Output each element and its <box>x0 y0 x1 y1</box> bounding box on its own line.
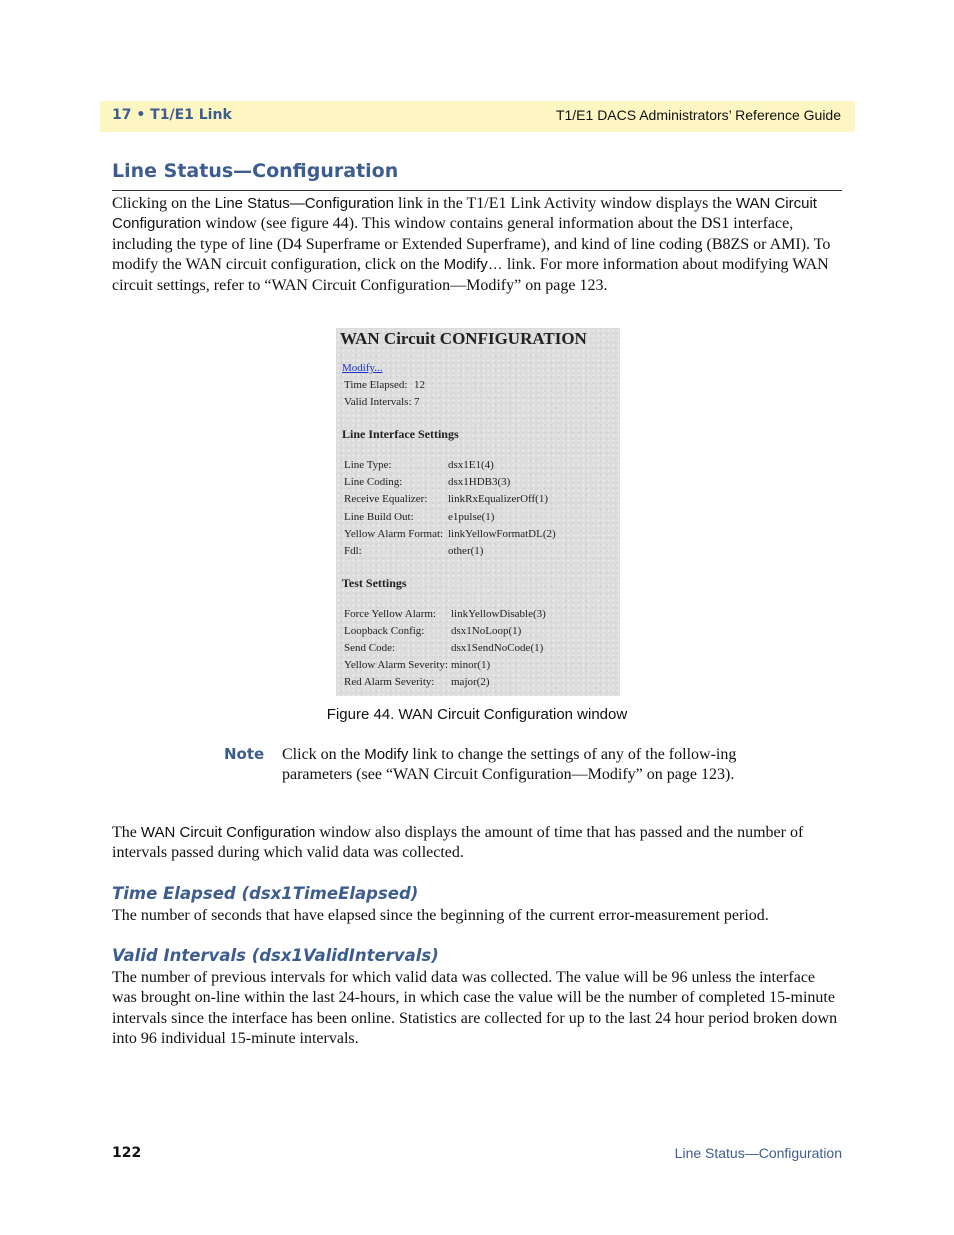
fdl-label: Fdl: <box>344 545 362 557</box>
intro-ui-link-name: Line Status—Configuration <box>214 195 394 212</box>
figure-caption: Figure 44. WAN Circuit Configuration window <box>326 706 628 723</box>
send-code-value: dsx1SendNoCode(1) <box>451 642 544 654</box>
section-rule <box>112 190 842 191</box>
time-elapsed-heading: Time Elapsed (dsx1TimeElapsed) <box>112 884 419 903</box>
note-text-1: Click on the <box>282 746 365 763</box>
figure-window-title: WAN Circuit CONFIGURATION <box>340 329 587 348</box>
valid-intervals-label: Valid Intervals: <box>344 396 412 408</box>
loopback-config-value: dsx1NoLoop(1) <box>451 625 522 637</box>
intro-text-4: link. For more information about modifying WAN circuit settings, refer to “WAN Circuit Configuration—Modify” on page 123. <box>112 256 829 294</box>
intro-text-1: Clicking on the <box>112 195 215 212</box>
valid-intervals-body: The number of previous intervals for which valid data was collected. The value will be 96 unless the interface was brought on-line within the last 24-hours, in which case the value will be the number of completed 15-minute intervals since the interface has been online. Statistics are collected for up to the last 24 hour period broken down into 96 individual 15-minute intervals. <box>112 969 838 1048</box>
force-yellow-alarm-value: linkYellowDisable(3) <box>451 608 546 620</box>
note-label: Note <box>224 745 265 763</box>
loopback-config-label: Loopback Config: <box>344 625 425 637</box>
page-number: 122 <box>112 1145 142 1161</box>
line-type-label: Line Type: <box>344 459 392 471</box>
window-info-paragraph <box>112 823 842 864</box>
valid-intervals-heading: Valid Intervals (dsx1ValidIntervals) <box>112 946 439 965</box>
fdl-value: other(1) <box>448 545 484 557</box>
test-settings-heading: Test Settings <box>342 576 407 590</box>
force-yellow-alarm-label: Force Yellow Alarm: <box>344 608 436 620</box>
guide-title: T1/E1 DACS Administrators’ Reference Guide <box>555 107 841 123</box>
yellow-alarm-severity-label: Yellow Alarm Severity: <box>344 659 448 671</box>
para2-text-2: window also displays the amount of time that has passed and the number of intervals passed during which valid data was collected. <box>112 824 804 862</box>
running-header <box>100 101 855 132</box>
modify-link[interactable]: Modify... <box>342 362 383 374</box>
valid-intervals-value: 7 <box>414 396 420 408</box>
note-text-2: link to change the settings of any of the follow-ing parameters (see “WAN Circuit Configuration—Modify” on page 123). <box>282 746 737 784</box>
receive-equalizer-label: Receive Equalizer: <box>344 493 428 505</box>
section-title: Line Status—Configuration <box>112 160 399 182</box>
line-build-out-label: Line Build Out: <box>344 511 414 523</box>
yellow-alarm-severity-value: minor(1) <box>451 659 491 671</box>
time-elapsed-body: The number of seconds that have elapsed since the beginning of the current error-measurement period. <box>112 907 769 924</box>
chapter-label: 17 • T1/E1 Link <box>112 107 232 123</box>
red-alarm-severity-value: major(2) <box>451 676 490 688</box>
line-interface-heading: Line Interface Settings <box>342 427 459 441</box>
line-coding-label: Line Coding: <box>344 476 403 488</box>
para2-ui-window-name: WAN Circuit Configuration <box>140 824 316 841</box>
note-ui-modify: Modify <box>364 746 409 763</box>
yellow-alarm-format-label: Yellow Alarm Format: <box>344 528 444 540</box>
intro-paragraph <box>112 194 842 296</box>
wan-circuit-configuration-screenshot <box>336 328 620 696</box>
line-coding-value: dsx1HDB3(3) <box>448 476 511 488</box>
receive-equalizer-value: linkRxEqualizerOff(1) <box>448 493 548 505</box>
intro-ui-modify: Modify… <box>443 256 503 274</box>
intro-ui-window-name: WAN Circuit Configuration <box>112 195 817 233</box>
line-type-value: dsx1E1(4) <box>448 459 494 471</box>
intro-text-2: link in the T1/E1 Link Activity window displays the <box>393 195 736 212</box>
time-elapsed-label: Time Elapsed: <box>344 379 408 391</box>
footer-section-name: Line Status—Configuration <box>674 1145 842 1161</box>
line-build-out-value: e1pulse(1) <box>448 511 495 523</box>
intro-text-3: window (see figure 44). This window contains general information about the DS1 interface, including the type of line (D4 Superframe or Extended Superframe), and kind of line coding (B8ZS or AMI). To modify the WAN circuit configuration, click on the <box>112 215 831 274</box>
red-alarm-severity-label: Red Alarm Severity: <box>344 676 435 688</box>
para2-text-1: The <box>112 824 141 841</box>
time-elapsed-value: 12 <box>414 379 425 391</box>
send-code-label: Send Code: <box>344 642 396 654</box>
note-text <box>282 745 742 786</box>
yellow-alarm-format-value: linkYellowFormatDL(2) <box>448 528 556 540</box>
